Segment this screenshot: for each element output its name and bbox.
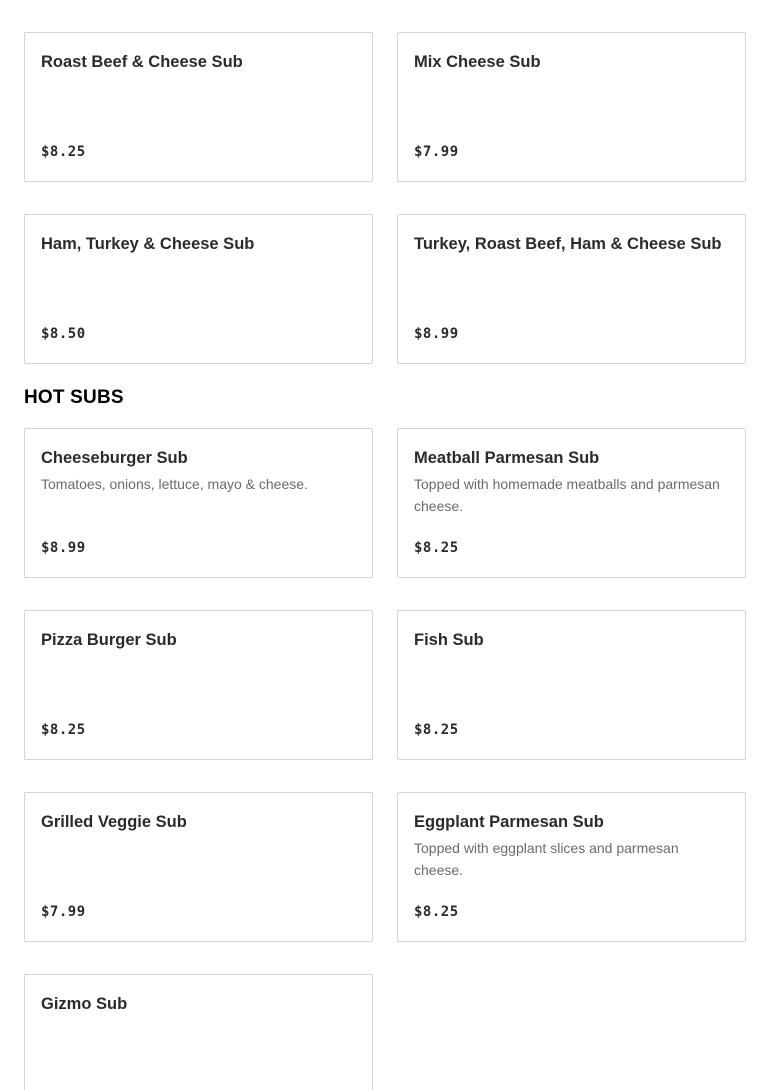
menu-item-card[interactable]: [397, 214, 746, 364]
item-name: Grilled Veggie Sub: [41, 813, 187, 831]
item-price: $8.25: [414, 540, 459, 556]
item-name: Ham, Turkey & Cheese Sub: [41, 235, 255, 253]
menu-item-card[interactable]: [397, 428, 746, 578]
item-description: Topped with eggplant slices and parmesan cheese.: [414, 840, 679, 878]
item-price: $8.25: [41, 144, 86, 160]
menu-item-card[interactable]: [397, 792, 746, 942]
item-name: Eggplant Parmesan Sub: [414, 813, 604, 831]
menu-item-card[interactable]: [24, 428, 373, 578]
item-name: Mix Cheese Sub: [414, 53, 541, 71]
menu-item-card[interactable]: [24, 792, 373, 942]
menu-item-card[interactable]: [24, 32, 373, 182]
item-name: Fish Sub: [414, 631, 484, 649]
menu-item-card[interactable]: [397, 610, 746, 760]
item-price: $8.25: [414, 722, 459, 738]
hot-subs-grid: [24, 428, 746, 1090]
item-name: Gizmo Sub: [41, 995, 128, 1013]
item-name: Pizza Burger Sub: [41, 631, 177, 649]
item-name: Meatball Parmesan Sub: [414, 449, 600, 467]
item-price: $8.25: [414, 904, 459, 920]
item-price: $8.99: [41, 540, 86, 556]
menu-items-grid: [24, 32, 746, 364]
section-title-hot-subs: HOT SUBS: [24, 387, 124, 408]
item-name: Roast Beef & Cheese Sub: [41, 53, 243, 71]
menu-item-card[interactable]: [397, 32, 746, 182]
item-name: Cheeseburger Sub: [41, 449, 188, 467]
item-description: Topped with homemade meatballs and parmesan cheese.: [414, 476, 720, 514]
item-description: Tomatoes, onions, lettuce, mayo & cheese.: [41, 476, 308, 492]
item-price: $7.99: [414, 144, 459, 160]
item-price: $8.99: [414, 326, 459, 342]
item-price: $8.25: [41, 722, 86, 738]
menu-item-card[interactable]: [24, 214, 373, 364]
item-price: $8.50: [41, 326, 86, 342]
item-price: $7.99: [41, 904, 86, 920]
menu-item-card[interactable]: [24, 974, 373, 1090]
item-name: Turkey, Roast Beef, Ham & Cheese Sub: [414, 235, 722, 253]
menu-item-card[interactable]: [24, 610, 373, 760]
